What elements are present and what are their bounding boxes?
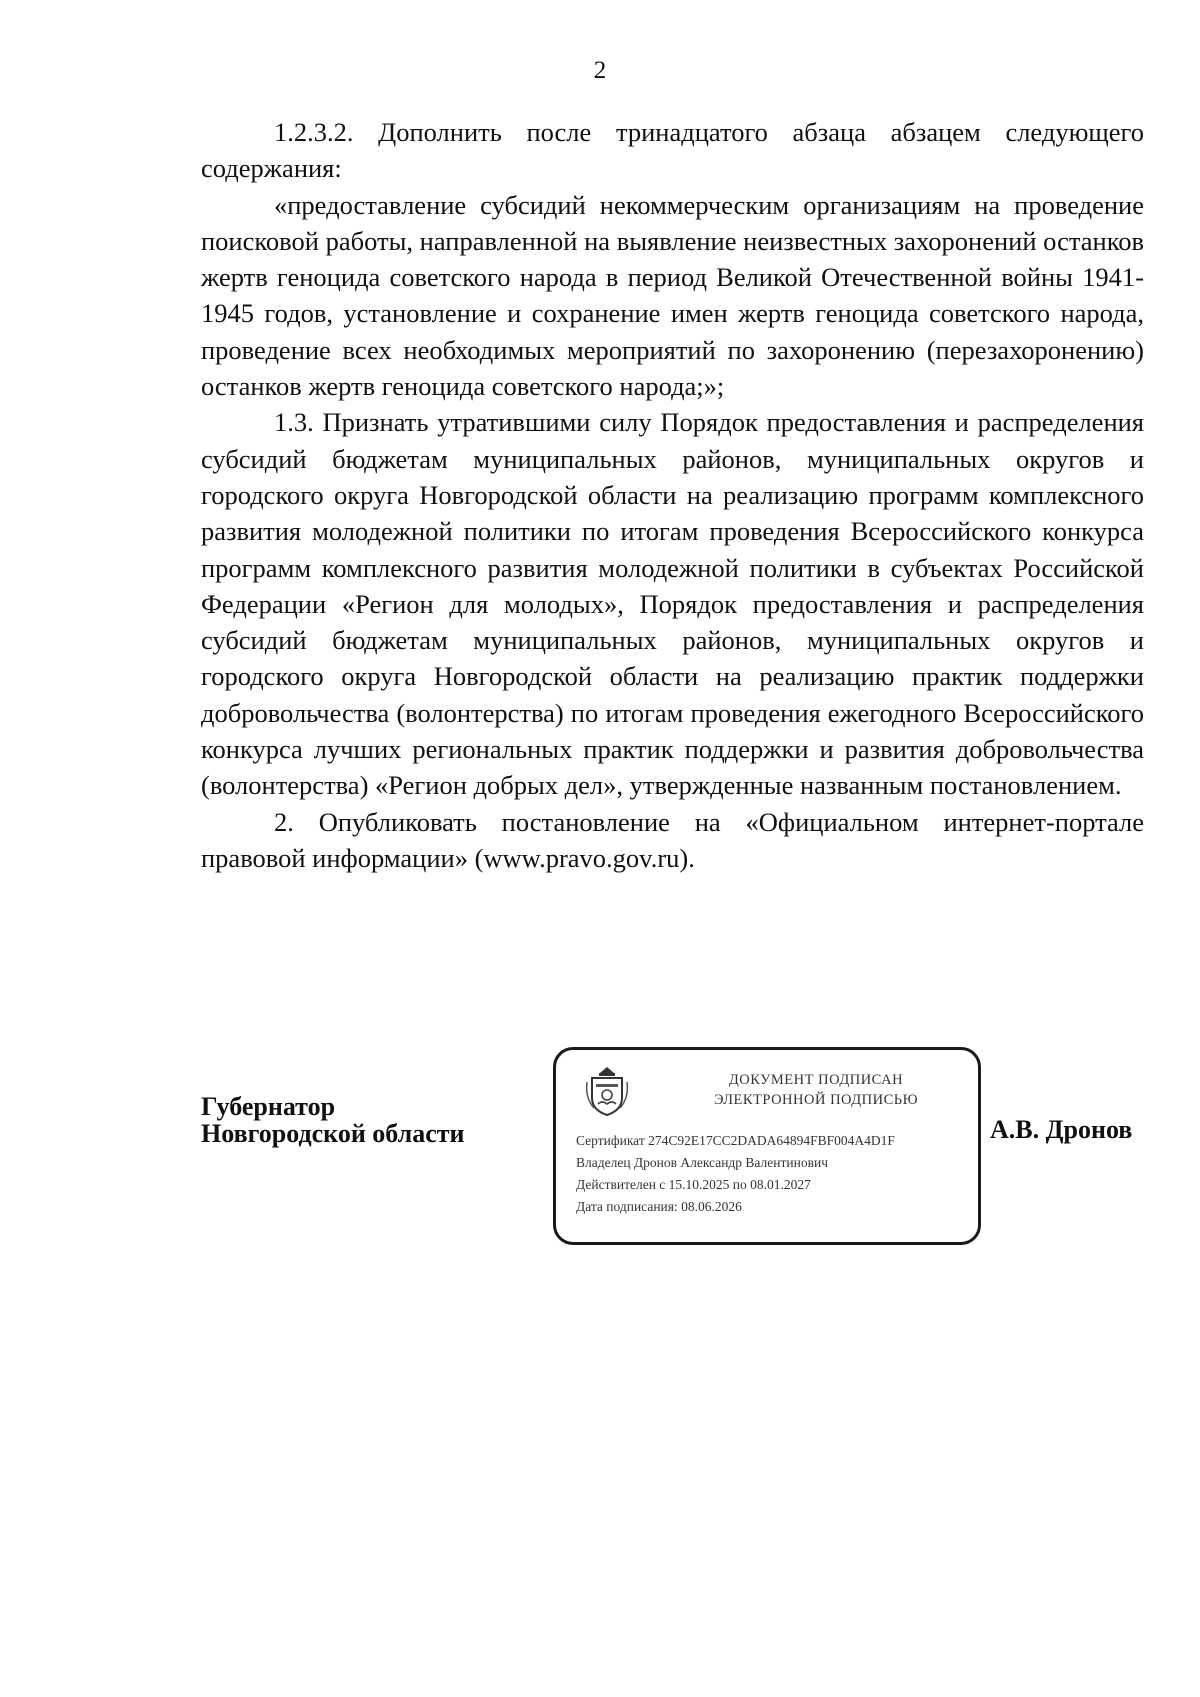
stamp-signing-date: Дата подписания: 08.06.2026 [576, 1199, 742, 1214]
signatory-title-line-1: Губернатор [201, 1092, 336, 1121]
paragraph-1-2-3-2: 1.2.3.2. Дополнить после тринадцатого абзаца абзацем следующего содержания: [201, 117, 1144, 184]
stamp-header-line-1: ДОКУМЕНТ ПОДПИСАН [728, 1072, 904, 1088]
stamp-certificate: Сертификат 274C92E17CC2DADA64894FBF004A4D1F [576, 1133, 895, 1148]
stamp-header-line-2: ЭЛЕКТРОННОЙ ПОДПИСЬЮ [713, 1092, 919, 1108]
stamp-owner: Владелец Дронов Александр Валентинович [576, 1155, 828, 1170]
paragraph-1-3: 1.3. Признать утратившими силу Порядок предоставления и распределения субсидий бюджетам муниципальных районов, муниципальных округов и городского округа Новгородской области на реализацию программ комплексного развития молодежной политики по итогам проведения Всероссийского конкурса программ комплексного развития молодежной политики в субъектах Российской Федерации «Регион для молодых», Порядок предоставления и распределения субсидий бюджетам муниципальных районов, муниципальных округов и городского округа Новгородской области на реализацию практик поддержки добровольчества (волонтерства) по итогам проведения ежегодного Всероссийского конкурса лучших региональных практик поддержки и развития добровольчества (волонтерства) «Регион добрых дел», утвержденные названным постановлением. [201, 407, 1144, 801]
stamp-validity: Действителен с 15.10.2025 по 08.01.2027 [576, 1177, 811, 1192]
signer-name: А.В. Дронов [990, 1115, 1133, 1144]
paragraph-quoted-amendment: «предоставление субсидий некоммерческим организациям на проведение поисковой работы, направленной на выявление неизвестных захоронений останков жертв геноцида советского народа в период Великой Отечественной войны 1941-1945 годов, установление и сохранение имен жертв геноцида советского народа, проведение всех необходимых мероприятий по захоронению (перезахоронению) останков жертв геноцида советского народа;»; [201, 189, 1144, 402]
electronic-signature-stamp [553, 1047, 981, 1245]
signatory-title-line-2: Новгородской области [201, 1119, 465, 1148]
novgorod-coat-of-arms-icon [584, 1064, 630, 1118]
signatory-title [201, 1093, 465, 1147]
paragraph-2-publication: 2. Опубликовать постановление на «Официальном интернет-портале правовой информации» (www.pravo.gov.ru). [201, 806, 1144, 873]
page-number: 2 [593, 57, 607, 84]
document-body [201, 114, 1144, 876]
stamp-details [576, 1130, 895, 1218]
stamp-header [666, 1070, 966, 1110]
